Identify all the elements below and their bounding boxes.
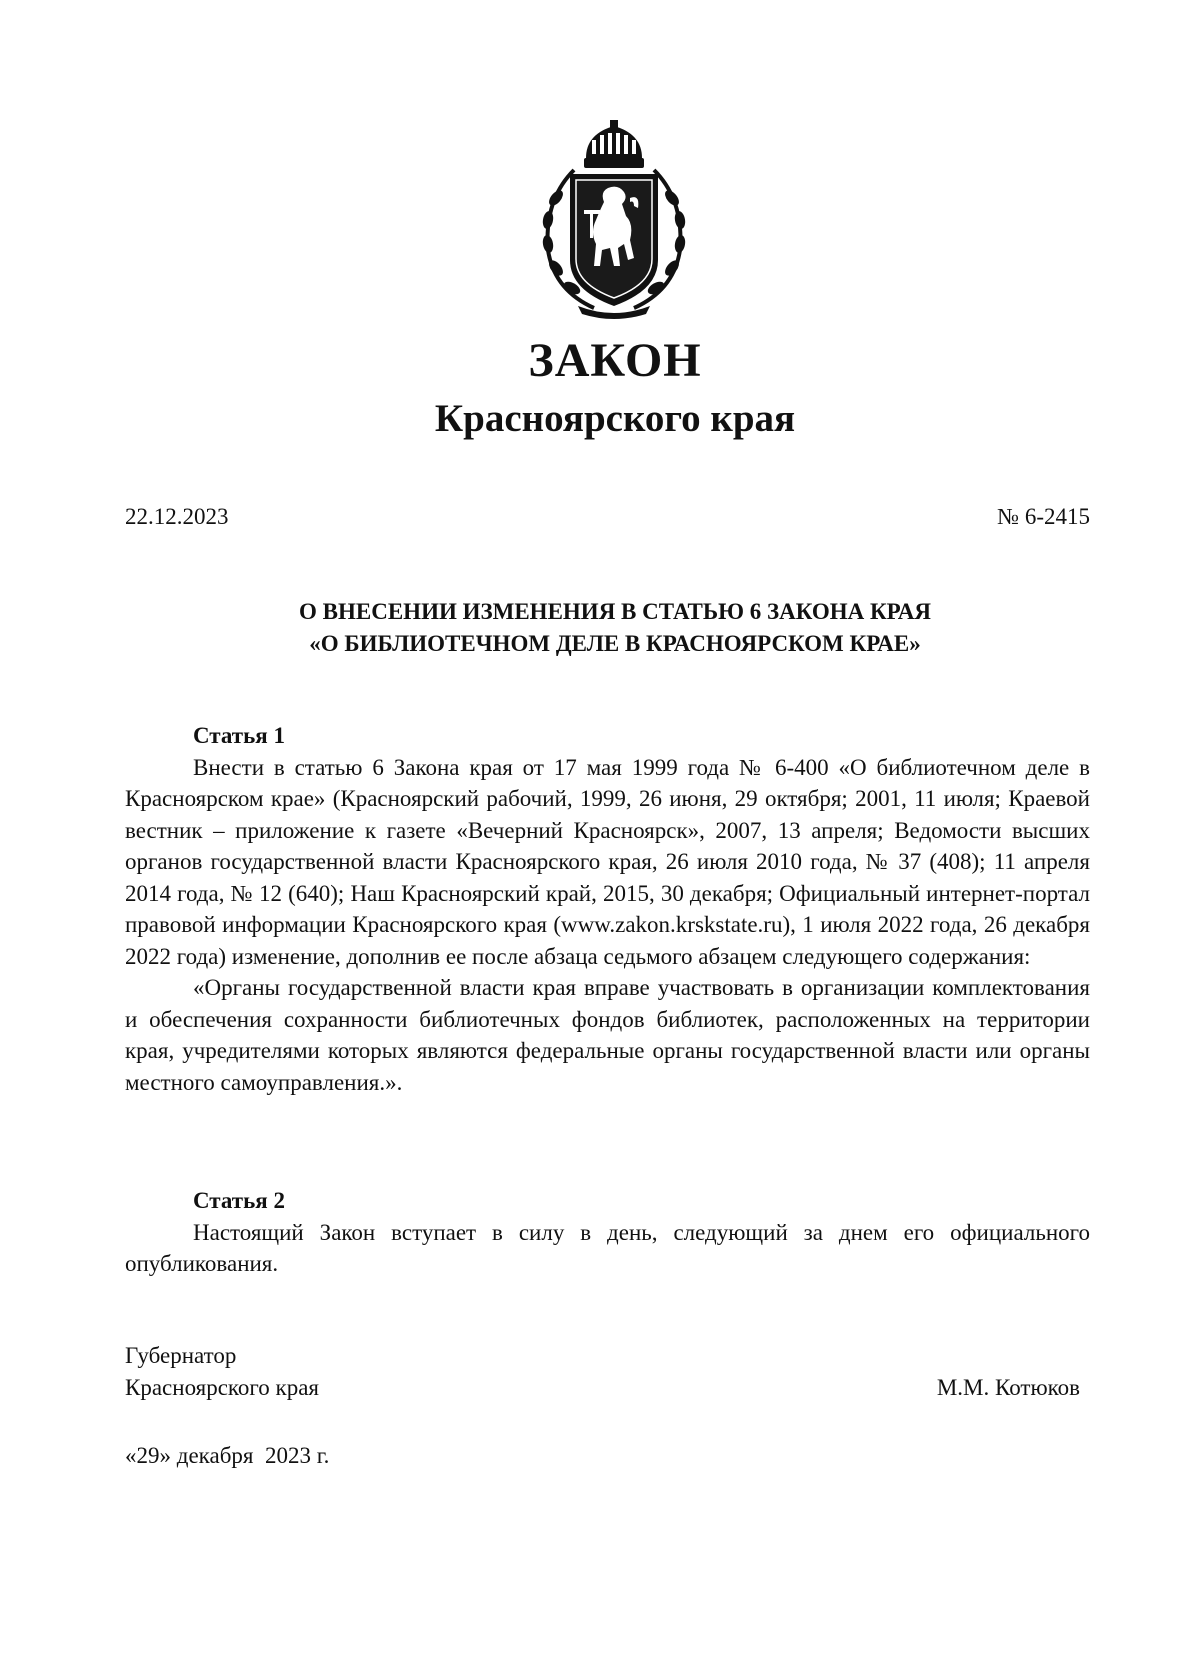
krasnoyarsk-coat-of-arms-icon bbox=[534, 120, 694, 320]
signatory-position-line-1: Губернатор bbox=[125, 1343, 237, 1368]
law-heading-line-2: «О БИБЛИОТЕЧНОМ ДЕЛЕ В КРАСНОЯРСКОМ КРАЕ» bbox=[309, 631, 921, 656]
signatory-position bbox=[125, 1340, 319, 1403]
law-number: № 6-2415 bbox=[997, 504, 1090, 529]
article-2 bbox=[125, 1185, 1090, 1280]
document-title: ЗАКОН bbox=[528, 334, 702, 387]
signing-date: «29» декабря 2023 г. bbox=[125, 1443, 330, 1468]
law-heading bbox=[0, 596, 1200, 660]
article-2-paragraph-1: Настоящий Закон вступает в силу в день, следующий за днем его официального опубликования. bbox=[125, 1219, 1090, 1276]
law-date: 22.12.2023 bbox=[125, 504, 229, 529]
article-2-title: Статья 2 bbox=[193, 1188, 285, 1213]
document-subtitle: Красноярского края bbox=[434, 397, 796, 440]
signature-block bbox=[125, 1340, 1080, 1403]
article-1-paragraph-2: «Органы государственной власти края вправе участвовать в организации комплектования и обеспечения сохранности библиотечных фондов библиотек, расположенных на территории края, учредителями которых являются федеральные органы государственной власти или органы местного самоуправления.». bbox=[125, 975, 1090, 1095]
signatory-name: М.М. Котюков bbox=[936, 1374, 1080, 1400]
signatory-position-line-2: Красноярского края bbox=[125, 1374, 319, 1400]
article-1-paragraph-1: Внести в статью 6 Закона края от 17 мая 1999 года № 6-400 «О библиотечном деле в Красноярском крае» (Красноярский рабочий, 1999, 26 июня, 29 октября; 2001, 11 июля; Краевой вестник – приложение к газете «Вечерний Красноярск», 2007, 13 апреля; Ведомости высших органов государственной власти Красноярского края, 26 июля 2010 года, № 37 (408); 11 апреля 2014 года, № 12 (640); Наш Красноярский край, 2015, 30 декабря; Официальный интернет-портал правовой информации Красноярского края (www.zakon.krskstate.ru), 1 июля 2022 года, 26 декабря 2022 года) изменение, дополнив ее после абзаца седьмого абзацем следующего содержания: bbox=[125, 754, 1090, 969]
law-heading-line-1: О ВНЕСЕНИИ ИЗМЕНЕНИЯ В СТАТЬЮ 6 ЗАКОНА КРАЯ bbox=[299, 599, 931, 624]
article-1-title: Статья 1 bbox=[193, 723, 285, 748]
article-1 bbox=[125, 720, 1090, 1098]
